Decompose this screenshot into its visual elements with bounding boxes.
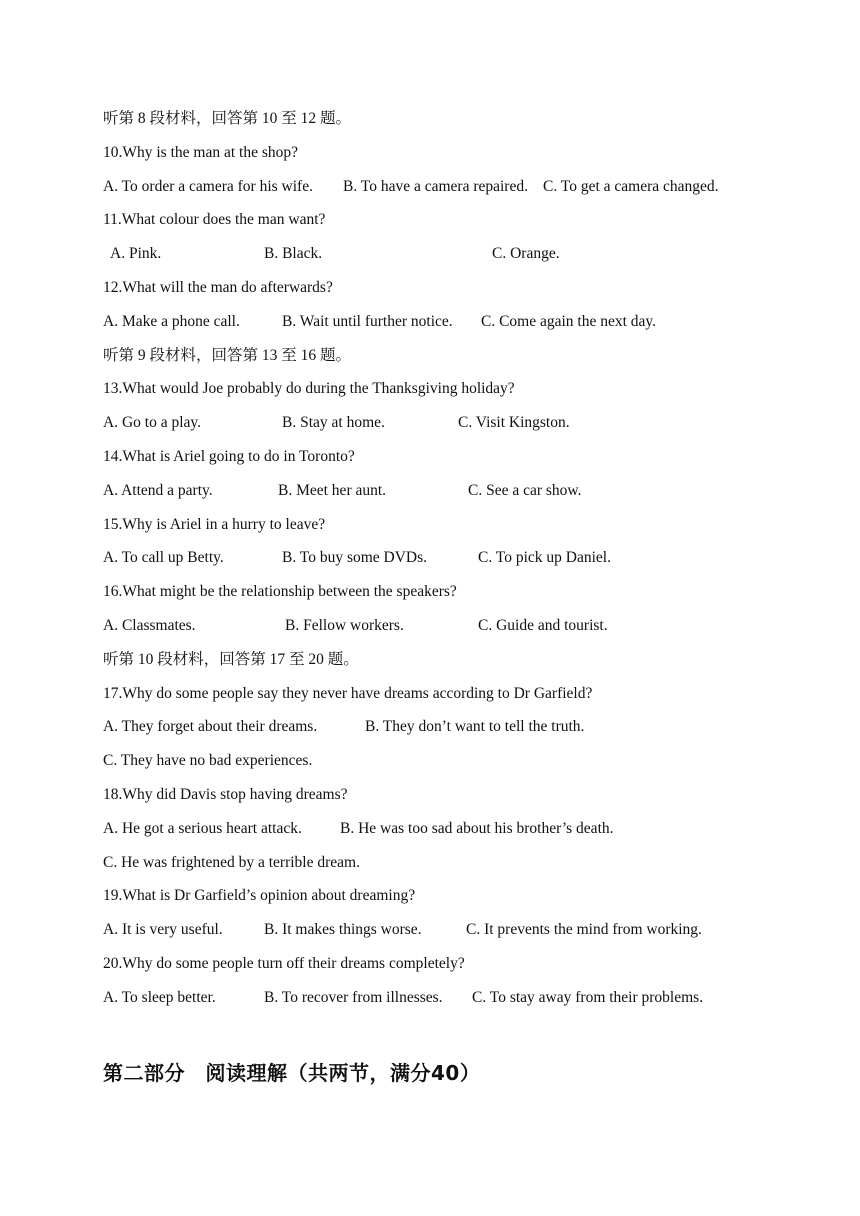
- option-12-b: B. Wait until further notice.: [282, 312, 453, 330]
- option-18-c: C. He was frightened by a terrible dream.: [103, 853, 360, 871]
- options-18: [103, 818, 823, 852]
- option-13-c: C. Visit Kingston.: [458, 414, 570, 432]
- option-10-b: B. To have a camera repaired.: [343, 177, 528, 195]
- question-12: 12.What will the man do afterwards?: [103, 278, 333, 296]
- options-11: [103, 243, 823, 277]
- question-19: 19.What is Dr Garfield’s opinion about dreaming?: [103, 887, 416, 905]
- option-16-c: C. Guide and tourist.: [478, 616, 608, 634]
- option-18-a: A. He got a serious heart attack.: [103, 819, 302, 837]
- option-16-a: A. Classmates.: [103, 616, 196, 634]
- option-19-c: C. It prevents the mind from working.: [466, 921, 702, 939]
- section-instruction-9: 听第 9 段材料，回答第 13 至 16 题。: [103, 346, 352, 364]
- question-10: 10.Why is the man at the shop?: [103, 143, 298, 161]
- option-12-a: A. Make a phone call.: [103, 312, 240, 330]
- option-15-b: B. To buy some DVDs.: [282, 549, 428, 567]
- option-17-a: A. They forget about their dreams.: [103, 718, 318, 736]
- question-14: 14.What is Ariel going to do in Toronto?: [103, 447, 355, 465]
- option-20-b: B. To recover from illnesses.: [264, 988, 443, 1006]
- option-10-c: C. To get a camera changed.: [543, 177, 719, 195]
- option-15-c: C. To pick up Daniel.: [478, 549, 611, 567]
- option-14-c: C. See a car show.: [468, 481, 582, 499]
- option-11-b: B. Black.: [264, 245, 323, 263]
- option-17-b: B. They don’t want to tell the truth.: [365, 718, 585, 736]
- section-instruction-8: 听第 8 段材料，回答第 10 至 12 题。: [103, 110, 352, 127]
- option-16-b: B. Fellow workers.: [285, 616, 404, 634]
- option-11-c: C. Orange.: [492, 245, 560, 263]
- option-20-a: A. To sleep better.: [103, 988, 216, 1006]
- option-15-a: A. To call up Betty.: [103, 549, 224, 567]
- option-18-b: B. He was too sad about his brother’s death.: [340, 819, 614, 837]
- question-15: 15.Why is Ariel in a hurry to leave?: [103, 515, 326, 533]
- question-17: 17.Why do some people say they never have dreams according to Dr Garfield?: [103, 684, 593, 702]
- options-20: [103, 987, 823, 1021]
- listening-section: [103, 108, 823, 1021]
- section-instruction-10: 听第 10 段材料，回答第 17 至 20 题。: [103, 650, 359, 668]
- option-10-a: A. To order a camera for his wife.: [103, 177, 313, 195]
- options-17: [103, 716, 823, 750]
- option-20-c: C. To stay away from their problems.: [472, 988, 704, 1006]
- options-13: [103, 412, 823, 446]
- part-two-heading: 第二部分 阅读理解（共两节，满分40）: [103, 1061, 481, 1085]
- question-13: 13.What would Joe probably do during the Thanksgiving holiday?: [103, 380, 515, 398]
- option-13-a: A. Go to a play.: [103, 414, 202, 432]
- option-19-b: B. It makes things worse.: [264, 921, 422, 939]
- question-16: 16.What might be the relationship between the speakers?: [103, 583, 457, 601]
- options-10: [103, 176, 823, 210]
- options-16: [103, 615, 823, 649]
- options-19: [103, 919, 823, 953]
- question-20: 20.Why do some people turn off their dreams completely?: [103, 954, 465, 972]
- question-18: 18.Why did Davis stop having dreams?: [103, 785, 348, 803]
- option-11-a: A. Pink.: [110, 245, 162, 263]
- options-15: [103, 547, 823, 581]
- option-19-a: A. It is very useful.: [103, 921, 223, 939]
- option-14-b: B. Meet her aunt.: [278, 481, 387, 499]
- question-11: 11.What colour does the man want?: [103, 211, 326, 229]
- option-12-c: C. Come again the next day.: [481, 312, 657, 330]
- options-14: [103, 480, 823, 514]
- options-12: [103, 311, 823, 345]
- option-17-c: C. They have no bad experiences.: [103, 752, 313, 770]
- option-13-b: B. Stay at home.: [282, 414, 385, 432]
- option-14-a: A. Attend a party.: [103, 481, 213, 499]
